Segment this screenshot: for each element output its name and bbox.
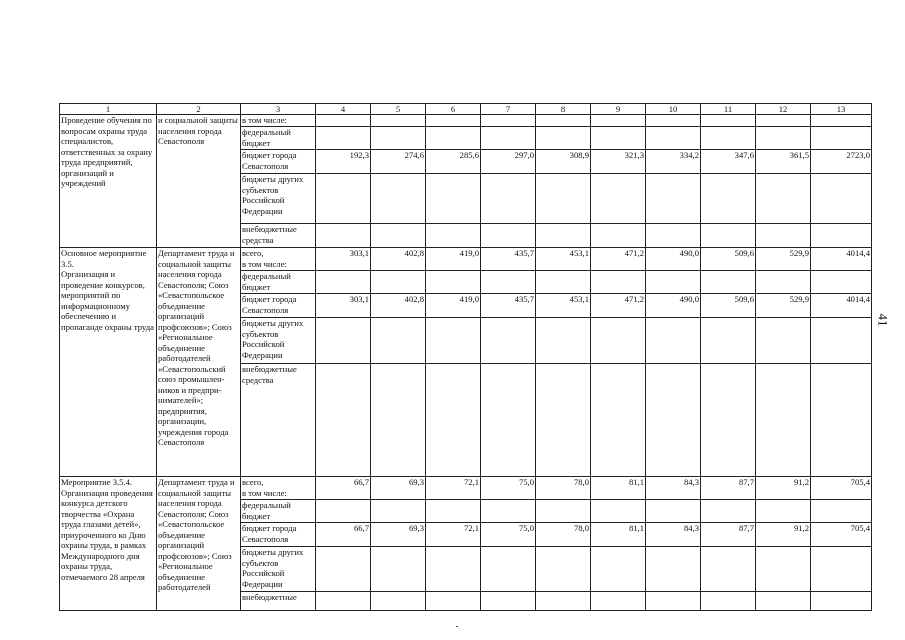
year-value-cell: 78,0 — [536, 523, 591, 547]
year-value-cell — [536, 547, 591, 592]
year-value-cell — [316, 174, 371, 224]
year-value-cell — [316, 500, 371, 523]
total-value-cell — [811, 364, 872, 477]
year-value-cell: 490,0 — [646, 294, 701, 318]
year-value-cell — [646, 174, 701, 224]
year-value-cell — [536, 115, 591, 127]
year-value-cell — [371, 500, 426, 523]
year-value-cell: 72,1 — [426, 477, 481, 500]
measure-block — [60, 477, 872, 611]
total-value-cell: 705,4 — [811, 477, 872, 500]
table-row — [60, 248, 872, 271]
measure-name-cell: Проведение обучения по вопросам охраны труда специалистов, ответственных за охрану труда предприятий, организаций и учреждений — [60, 115, 157, 248]
year-value-cell — [591, 127, 646, 150]
executor-cell: и социальной защиты населения города Севастополя — [157, 115, 241, 248]
year-value-cell — [756, 364, 811, 477]
year-value-cell: 87,7 — [701, 477, 756, 500]
total-value-cell: 705,4 — [811, 523, 872, 547]
year-value-cell — [591, 271, 646, 294]
year-value-cell — [316, 115, 371, 127]
year-value-cell — [536, 127, 591, 150]
header-cell: 10 — [646, 104, 701, 115]
year-value-cell: 69,3 — [371, 477, 426, 500]
year-value-cell: 66,7 — [316, 477, 371, 500]
year-value-cell — [481, 127, 536, 150]
year-value-cell — [591, 547, 646, 592]
year-value-cell — [536, 271, 591, 294]
program-funding-table — [59, 103, 872, 611]
scan-speck — [456, 626, 458, 627]
year-value-cell — [591, 364, 646, 477]
year-value-cell: 274,6 — [371, 150, 426, 174]
funding-source-cell: всего, в том числе: — [241, 477, 316, 500]
year-value-cell — [426, 364, 481, 477]
year-value-cell — [701, 174, 756, 224]
year-value-cell — [481, 318, 536, 364]
funding-source-cell: внебюджетные средства — [241, 224, 316, 248]
year-value-cell: 84,3 — [646, 523, 701, 547]
year-value-cell — [536, 224, 591, 248]
total-value-cell — [811, 271, 872, 294]
year-value-cell — [426, 500, 481, 523]
year-value-cell — [701, 318, 756, 364]
year-value-cell: 509,6 — [701, 248, 756, 271]
funding-source-cell: внебюджетные — [241, 592, 316, 611]
year-value-cell: 529,9 — [756, 294, 811, 318]
year-value-cell: 419,0 — [426, 294, 481, 318]
year-value-cell: 490,0 — [646, 248, 701, 271]
year-value-cell — [701, 271, 756, 294]
header-row — [60, 104, 872, 115]
funding-source-cell: бюджет города Севастополя — [241, 523, 316, 547]
total-value-cell — [811, 500, 872, 523]
year-value-cell — [701, 115, 756, 127]
year-value-cell — [316, 127, 371, 150]
header-cell: 3 — [241, 104, 316, 115]
year-value-cell — [371, 364, 426, 477]
funding-source-cell: в том числе: — [241, 115, 316, 127]
year-value-cell: 78,0 — [536, 477, 591, 500]
year-value-cell: 529,9 — [756, 248, 811, 271]
year-value-cell: 419,0 — [426, 248, 481, 271]
total-value-cell — [811, 127, 872, 150]
header-cell: 7 — [481, 104, 536, 115]
header-cell: 11 — [701, 104, 756, 115]
funding-source-cell: бюджеты других субъектов Российской Федерации — [241, 174, 316, 224]
year-value-cell — [646, 547, 701, 592]
year-value-cell — [756, 592, 811, 611]
funding-source-cell: бюджет города Севастополя — [241, 150, 316, 174]
funding-source-cell: федеральный бюджет — [241, 127, 316, 150]
year-value-cell: 81,1 — [591, 477, 646, 500]
page-number: 41 — [875, 313, 891, 327]
total-value-cell — [811, 318, 872, 364]
measure-block — [60, 115, 872, 248]
year-value-cell — [536, 500, 591, 523]
year-value-cell — [536, 174, 591, 224]
year-value-cell: 334,2 — [646, 150, 701, 174]
header-cell: 13 — [811, 104, 872, 115]
year-value-cell — [371, 174, 426, 224]
total-value-cell — [811, 592, 872, 611]
year-value-cell — [316, 547, 371, 592]
executor-cell: Департамент труда и социальной защиты населения города Севастополя; Союз «Севастопольское объединение организаций профсоюзов»; Союз «Региональное объединение работодателей — [157, 477, 241, 611]
year-value-cell — [646, 224, 701, 248]
total-value-cell: 4014,4 — [811, 248, 872, 271]
year-value-cell — [426, 271, 481, 294]
year-value-cell: 84,3 — [646, 477, 701, 500]
year-value-cell: 303,1 — [316, 294, 371, 318]
year-value-cell — [591, 318, 646, 364]
year-value-cell — [371, 271, 426, 294]
year-value-cell — [481, 115, 536, 127]
funding-source-cell: внебюджетные средства — [241, 364, 316, 477]
year-value-cell — [756, 271, 811, 294]
year-value-cell: 509,6 — [701, 294, 756, 318]
year-value-cell: 361,5 — [756, 150, 811, 174]
year-value-cell — [756, 318, 811, 364]
year-value-cell: 297,0 — [481, 150, 536, 174]
total-value-cell — [811, 174, 872, 224]
year-value-cell — [316, 364, 371, 477]
year-value-cell — [701, 127, 756, 150]
year-value-cell: 435,7 — [481, 294, 536, 318]
measure-name-cell: Мероприятие 3.5.4. Организация проведения конкурса детского творчества «Охрана труда глазами детей», приуроченного ко Дню охраны труда, в рамках Международного дня охраны труда, отмечаемого 28 апреля — [60, 477, 157, 611]
year-value-cell — [426, 318, 481, 364]
year-value-cell — [316, 224, 371, 248]
table-row — [60, 115, 872, 127]
year-value-cell — [536, 318, 591, 364]
table-row — [60, 477, 872, 500]
measure-name-cell: Основное мероприятие 3.5. Организация и проведение конкурсов, мероприятий по информационному обеспечению и пропаганде охраны труда — [60, 248, 157, 477]
total-value-cell: 4014,4 — [811, 294, 872, 318]
year-value-cell: 66,7 — [316, 523, 371, 547]
year-value-cell: 303,1 — [316, 248, 371, 271]
executor-cell: Департамент труда и социальной защиты населения города Севастополя; Союз «Севастопольское объединение организаций профсоюзов»; Союз «Региональное объединение работодателей «Севастопольский союз промышлен- ников и предпри- нимателей»; предприятия, организации, учреждения города Севастополя — [157, 248, 241, 477]
year-value-cell — [701, 500, 756, 523]
year-value-cell: 308,9 — [536, 150, 591, 174]
year-value-cell: 75,0 — [481, 523, 536, 547]
year-value-cell: 402,8 — [371, 248, 426, 271]
year-value-cell — [701, 364, 756, 477]
funding-source-cell: бюджет города Севастополя — [241, 294, 316, 318]
year-value-cell — [316, 318, 371, 364]
year-value-cell: 91,2 — [756, 477, 811, 500]
year-value-cell — [756, 224, 811, 248]
year-value-cell: 453,1 — [536, 294, 591, 318]
funding-source-cell: федеральный бюджет — [241, 500, 316, 523]
year-value-cell: 81,1 — [591, 523, 646, 547]
year-value-cell — [426, 127, 481, 150]
year-value-cell — [426, 174, 481, 224]
year-value-cell — [316, 271, 371, 294]
year-value-cell — [591, 174, 646, 224]
header-cell: 12 — [756, 104, 811, 115]
year-value-cell — [481, 174, 536, 224]
year-value-cell — [371, 592, 426, 611]
total-value-cell — [811, 115, 872, 127]
year-value-cell — [481, 364, 536, 477]
year-value-cell — [756, 127, 811, 150]
year-value-cell — [536, 364, 591, 477]
header-cell: 1 — [60, 104, 157, 115]
header-cell: 6 — [426, 104, 481, 115]
year-value-cell — [426, 115, 481, 127]
year-value-cell: 321,3 — [591, 150, 646, 174]
year-value-cell — [591, 115, 646, 127]
year-value-cell: 435,7 — [481, 248, 536, 271]
year-value-cell — [536, 592, 591, 611]
year-value-cell: 91,2 — [756, 523, 811, 547]
year-value-cell — [646, 318, 701, 364]
year-value-cell — [481, 547, 536, 592]
year-value-cell — [756, 174, 811, 224]
year-value-cell — [591, 224, 646, 248]
year-value-cell: 72,1 — [426, 523, 481, 547]
year-value-cell — [371, 224, 426, 248]
header-cell: 2 — [157, 104, 241, 115]
year-value-cell — [701, 224, 756, 248]
funding-source-cell: федеральный бюджет — [241, 271, 316, 294]
year-value-cell — [481, 271, 536, 294]
year-value-cell — [591, 592, 646, 611]
year-value-cell — [646, 364, 701, 477]
funding-source-cell: бюджеты других субъектов Российской Федерации — [241, 318, 316, 364]
year-value-cell: 471,2 — [591, 294, 646, 318]
year-value-cell: 285,6 — [426, 150, 481, 174]
header-cell: 9 — [591, 104, 646, 115]
year-value-cell: 192,3 — [316, 150, 371, 174]
year-value-cell — [316, 592, 371, 611]
header-cell: 4 — [316, 104, 371, 115]
year-value-cell — [371, 127, 426, 150]
year-value-cell: 402,8 — [371, 294, 426, 318]
funding-source-cell: бюджеты других субъектов Российской Федерации — [241, 547, 316, 592]
year-value-cell: 471,2 — [591, 248, 646, 271]
total-value-cell: 2723,0 — [811, 150, 872, 174]
year-value-cell — [371, 115, 426, 127]
header-cell: 8 — [536, 104, 591, 115]
total-value-cell — [811, 547, 872, 592]
funding-source-cell: всего, в том числе: — [241, 248, 316, 271]
year-value-cell — [756, 547, 811, 592]
year-value-cell — [371, 318, 426, 364]
year-value-cell — [646, 271, 701, 294]
year-value-cell: 87,7 — [701, 523, 756, 547]
year-value-cell — [646, 115, 701, 127]
measure-block — [60, 248, 872, 477]
year-value-cell — [646, 592, 701, 611]
year-value-cell — [756, 115, 811, 127]
year-value-cell — [646, 127, 701, 150]
year-value-cell — [481, 224, 536, 248]
year-value-cell: 347,6 — [701, 150, 756, 174]
year-value-cell — [646, 500, 701, 523]
year-value-cell: 75,0 — [481, 477, 536, 500]
year-value-cell — [481, 500, 536, 523]
year-value-cell — [481, 592, 536, 611]
year-value-cell — [701, 547, 756, 592]
year-value-cell: 453,1 — [536, 248, 591, 271]
year-value-cell — [591, 500, 646, 523]
year-value-cell: 69,3 — [371, 523, 426, 547]
year-value-cell — [426, 224, 481, 248]
total-value-cell — [811, 224, 872, 248]
year-value-cell — [426, 547, 481, 592]
year-value-cell — [371, 547, 426, 592]
year-value-cell — [426, 592, 481, 611]
year-value-cell — [701, 592, 756, 611]
header-cell: 5 — [371, 104, 426, 115]
year-value-cell — [756, 500, 811, 523]
